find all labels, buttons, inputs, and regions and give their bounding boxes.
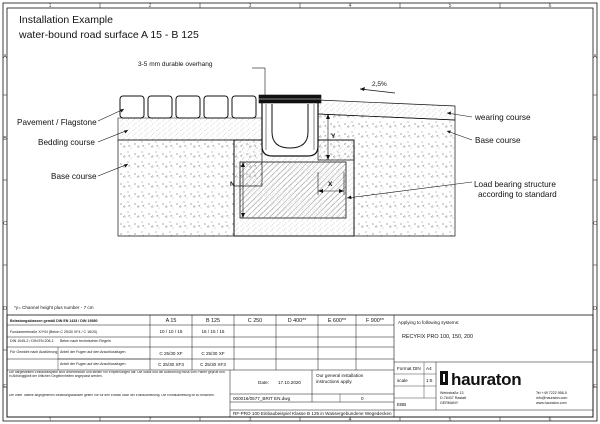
channel-cross-section [98,61,472,236]
footnote: *y= Channel height plus number - 7 cm [14,305,94,310]
row-3-sub: Anteil der Fugen auf den Anschlussfugen [60,350,126,354]
frame-row-e-left: E [3,384,7,390]
class-d400: D 400** [287,318,307,324]
bedding-course [118,118,262,140]
contact-line-2: info@hauraton.com [536,396,568,400]
row-2-sub: Beton nach technischen Regeln [60,339,111,343]
frame-row-b-left: B [3,136,7,142]
frame-col-5-top: 5 [448,3,452,9]
format-value: A4 [426,366,432,371]
frame-col-1-bottom: 1 [48,417,52,423]
general-note-line1: Our general installation [316,373,364,378]
scale-value: 1:5 [426,378,433,383]
slope-label: 2,5% [372,81,387,88]
frame-col-1-top: 1 [48,3,52,9]
class-e600: E 600** [327,318,347,324]
frame-row-a-left: A [3,54,7,60]
applying-systems: RECYFIX PRO 100, 150, 200 [402,334,474,340]
frame-col-2-top: 2 [148,3,152,9]
class-a15: A 15 [165,318,177,324]
label-load-bearing-2: according to standard [478,190,557,199]
frame-col-6-top: 6 [548,3,552,9]
frame-col-4-bottom: 4 [348,417,352,423]
scale-label: scale [397,378,408,383]
dimension-x-label: X [328,181,333,188]
drainage-channel [262,100,318,156]
frame-row-b-right: B [593,136,597,142]
dimension-n-label: N [230,181,235,188]
label-base-course-left: Base course [51,172,97,181]
row-4-a15: C 25/30 XF3 [158,362,184,367]
row-1-a15: 10 / 10 / 15 [159,329,183,334]
row-2-label: DIN 1045-2 / DIN EN 206-1 [10,339,54,343]
hauraton-logo [440,370,521,389]
paving-stones [120,96,256,118]
disclaimer-note-2: Die unter Tabelle angegebenen Belastungsklassen gelten nur für den Einbau nach der Einbauanleitung. Die Einbauanleitung ist zu beachten. [9,394,215,397]
label-load-bearing-1: Load bearing structure [474,180,556,189]
format-label: Format DIN [397,366,421,371]
applying-label: Applying to following systems: [398,320,460,325]
address-line-2: D-76437 Rastatt [440,396,467,400]
drawing-number: 000016/0577_BRIT EN.dwg [233,396,291,401]
frame-col-3-bottom: 3 [248,417,252,423]
drawing-subtitle: water-bound road surface A 15 - B 125 [19,29,199,41]
address-line-1: Werkstraße 13 [440,391,464,395]
address-line-3: GERMANY [440,401,459,405]
frame-row-d-right: D [593,306,597,312]
row-1-b125: 15 / 15 / 15 [201,329,225,334]
class-c250: C 250 [247,318,263,324]
slope-indicator [360,81,395,93]
frame-row-c-right: C [593,221,597,227]
date-label: Date: [258,380,269,385]
sheet-number: 0 [361,396,364,401]
row-4-sub: Anteil der Fugen auf den Anschlussfugen [60,362,126,366]
frame-col-4-top: 4 [348,3,352,9]
frame-row-c-left: C [3,221,7,227]
frame-col-3-top: 3 [248,3,252,9]
contact-line-1: Tel +49 7222 958-0 [536,391,567,395]
class-table-header: Belastungsklassen gemäß DIN EN 1433 / DIN 19580 [10,319,98,323]
class-b125: B 125 [205,318,221,324]
company-name: hauraton [451,370,522,389]
frame-row-a-right: A [593,54,597,60]
frame-col-6-bottom: 6 [548,417,552,423]
row-1-label: Fundamentmaße X/Y/N (Beton C 25/30 XF4 / C 16/20) [10,330,98,334]
label-wearing-course: wearing course [475,113,531,122]
frame-row-e-right: E [593,384,597,390]
label-base-course-right: Base course [475,136,521,145]
general-note-line2: instructions apply. [316,379,353,384]
contact-line-3: www.hauraton.com [536,401,567,405]
dimension-y-label: Y [331,133,336,140]
row-4-b125: C 25/30 XF3 [200,362,226,367]
row-3-label: Für Gewicht nach Ausführung [10,350,58,354]
label-bedding-course: Bedding course [38,138,95,147]
drawing-title: Installation Example [19,14,113,26]
frame-row-d-left: D [3,306,7,312]
ebb-label: EBB [397,402,407,407]
label-pavement: Pavement / Flagstone [17,118,97,127]
row-3-b125: C 25/30 XF [201,351,225,356]
row-3-a15: C 25/30 XF [159,351,183,356]
frame-col-2-bottom: 2 [148,417,152,423]
concrete-foundation [240,162,346,218]
overhang-label: 3-5 mm durable overhang [138,61,213,68]
frame-col-5-bottom: 5 [448,417,452,423]
date-value: 17.10.2020 [278,380,301,385]
drawing-description: RF-PRO 100 Einbaubeispiel Klasse B 125 in Wassergebundene Wegedecken [233,411,392,416]
disclaimer-note-1: Die dargestellten Einbaubeispiele sind unverbindlich und stellen nur Empfehlungen dar. Die Statik und die Ausführung muss vom Planer geprüft und in Abhängigkeit der örtlichen Gegebenheiten angepasst werden. [9,371,225,378]
class-f900: F 900** [366,318,384,324]
